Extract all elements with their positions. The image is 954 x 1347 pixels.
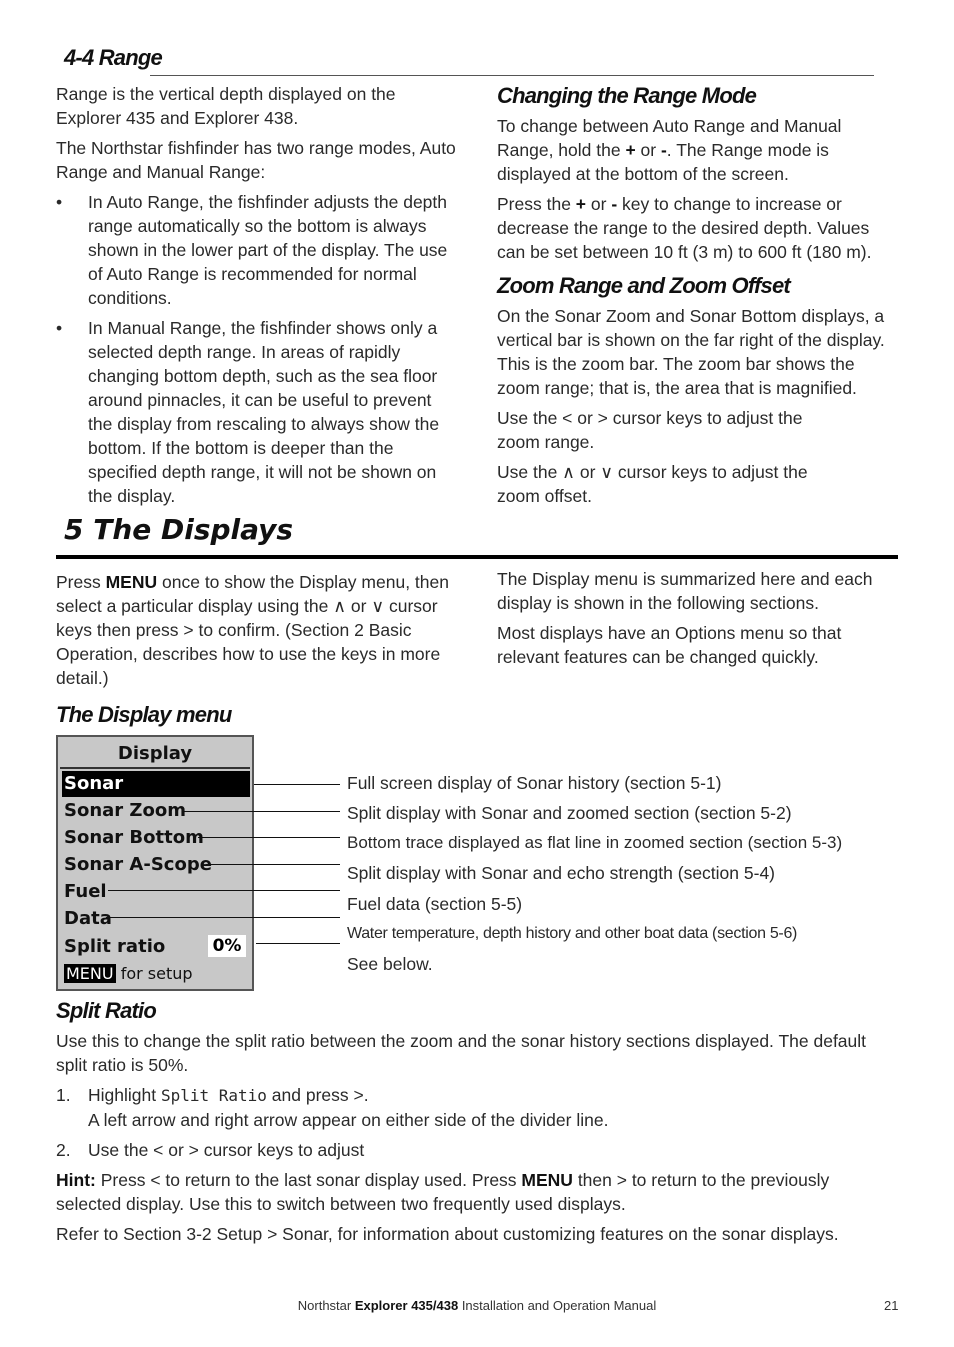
changing-range-text — [497, 114, 893, 264]
desc-sonar-bottom: Bottom trace displayed as flat line in zoomed section (section 5-3) — [347, 833, 843, 852]
step-1-detail: A left arrow and right arrow appear on either side of the divider line. — [88, 1110, 609, 1130]
bullet-manual-text: In Manual Range, the fishfinder shows only a selected depth range. In areas of rapidly changing bottom depth, such as the sea floor around pinnacles, it can be useful to prevent the display from rescaling to always show the bottom. If the bottom is deeper than the specified depth range, it will not be shown on the display. — [88, 318, 440, 506]
range-left-column — [56, 82, 458, 508]
menu-setup-hint: MENU for setup — [66, 964, 193, 983]
refer-note: Refer to Section 3-2 Setup > Sonar, for information about customizing features on the sonar displays. — [56, 1224, 839, 1244]
zoom-range-p1: On the Sonar Zoom and Sonar Bottom displays, a vertical bar is shown on the far right of the display. This is the zoom bar. The zoom bar shows the zoom range; that is, the area that is magnified. — [497, 306, 885, 398]
split-ratio-intro: Use this to change the split ratio between the zoom and the sonar history sections displayed. The default split ratio is 50%. — [56, 1031, 867, 1075]
displays-right-text — [497, 567, 893, 669]
bullet-dot: • — [56, 318, 63, 338]
displays-left-text — [56, 570, 456, 690]
footer-title: Northstar Explorer 435/438 Installation and Operation Manual — [297, 1298, 657, 1313]
displays-options: Most displays have an Options menu so that relevant features can be changed quickly. — [497, 623, 842, 667]
bullet-manual-range — [56, 316, 458, 508]
zoom-range-p3: Use the ∧ or ∨ cursor keys to adjust the zoom offset. — [497, 462, 808, 506]
changing-range-p1: To change between Auto Range and Manual Range, hold the + or -. The Range mode is displayed at the bottom of the screen. — [497, 116, 842, 184]
menu-item-sonar-a-scope[interactable]: Sonar A-Scope — [64, 854, 212, 875]
leader-line-data — [106, 917, 340, 918]
range-modes-intro: The Northstar fishfinder has two range modes, Auto Range and Manual Range: — [56, 138, 456, 182]
desc-sonar: Full screen display of Sonar history (section 5-1) — [347, 773, 722, 793]
leader-line-sonar — [254, 784, 340, 785]
split-ratio-code: Split Ratio — [160, 1086, 267, 1105]
section-heading-4-4: 4-4 Range — [64, 45, 162, 70]
menu-item-data[interactable]: Data — [64, 908, 112, 929]
step-1: 1. Highlight Split Ratio and press >. A left arrow and right arrow appear on either side of the divider line. — [56, 1085, 609, 1130]
step-1-number: 1. — [56, 1085, 71, 1105]
desc-sonar-zoom: Split display with Sonar and zoomed section (section 5-2) — [347, 803, 792, 823]
section-5-heading: 5 The Displays — [64, 513, 294, 546]
split-ratio-text — [56, 1029, 876, 1246]
display-menu-screenshot — [56, 735, 254, 991]
desc-a-scope: Split display with Sonar and echo strength (section 5-4) — [347, 863, 776, 883]
split-ratio-value: 0% — [208, 935, 246, 957]
changing-range-p2: Press the + or - key to change to increase or decrease the range to the desired depth. Values can be set between 10 ft (3 m) to 600 ft (180 m). — [497, 194, 872, 262]
leader-line-split — [256, 943, 340, 944]
changing-range-heading: Changing the Range Mode — [497, 83, 757, 108]
leader-line-a-scope — [206, 864, 340, 865]
bullet-auto-range — [56, 190, 458, 310]
leader-line-sonar-zoom — [184, 811, 340, 812]
step-2: 2. Use the < or > cursor keys to adjust — [56, 1140, 365, 1160]
zoom-range-p2: Use the < or > cursor keys to adjust the zoom range. — [497, 408, 803, 452]
split-ratio-heading: Split Ratio — [56, 998, 156, 1023]
menu-item-split-ratio[interactable]: Split ratio 0% — [62, 934, 250, 960]
menu-item-sonar[interactable]: Sonar — [62, 771, 250, 797]
desc-split-ratio: See below. — [347, 954, 433, 974]
bullet-auto-text: In Auto Range, the fishfinder adjusts the depth range automatically so the bottom is always shown in the lower part of the display. The use of Auto Range is recommended for normal conditions. — [88, 192, 448, 308]
leader-line-sonar-bottom — [198, 837, 340, 838]
display-menu-heading: The Display menu — [56, 702, 232, 727]
zoom-range-heading: Zoom Range and Zoom Offset — [497, 273, 790, 298]
desc-fuel: Fuel data (section 5-5) — [347, 894, 523, 914]
bullet-dot: • — [56, 192, 63, 212]
desc-data: Water temperature, depth history and other boat data (section 5-6) — [347, 925, 798, 942]
menu-key-badge: MENU — [66, 964, 114, 983]
leader-line-fuel — [108, 890, 340, 891]
menu-item-sonar-zoom[interactable]: Sonar Zoom — [64, 800, 186, 821]
page-number: 21 — [884, 1298, 899, 1313]
zoom-range-text — [497, 304, 901, 508]
heading-rule — [150, 75, 874, 76]
step-2-number: 2. — [56, 1140, 71, 1160]
hint: Hint: Press < to return to the last sonar display used. Press MENU then > to return to the previously selected display. Use this to switch between two frequently used displays. — [56, 1170, 830, 1214]
menu-item-sonar-bottom[interactable]: Sonar Bottom — [64, 827, 204, 848]
section-5-rule — [56, 555, 898, 559]
range-intro: Range is the vertical depth displayed on the Explorer 435 and Explorer 438. — [56, 84, 396, 128]
displays-intro: Press MENU once to show the Display menu, then select a particular display using the ∧ or ∨ cursor keys then press > to confirm. (Section 2 Basic Operation, describes how to use the keys in more detail.) — [56, 572, 449, 688]
displays-summary: The Display menu is summarized here and each display is shown in the following sections. — [497, 569, 873, 613]
menu-title: Display — [60, 739, 250, 769]
menu-item-fuel[interactable]: Fuel — [64, 881, 107, 902]
